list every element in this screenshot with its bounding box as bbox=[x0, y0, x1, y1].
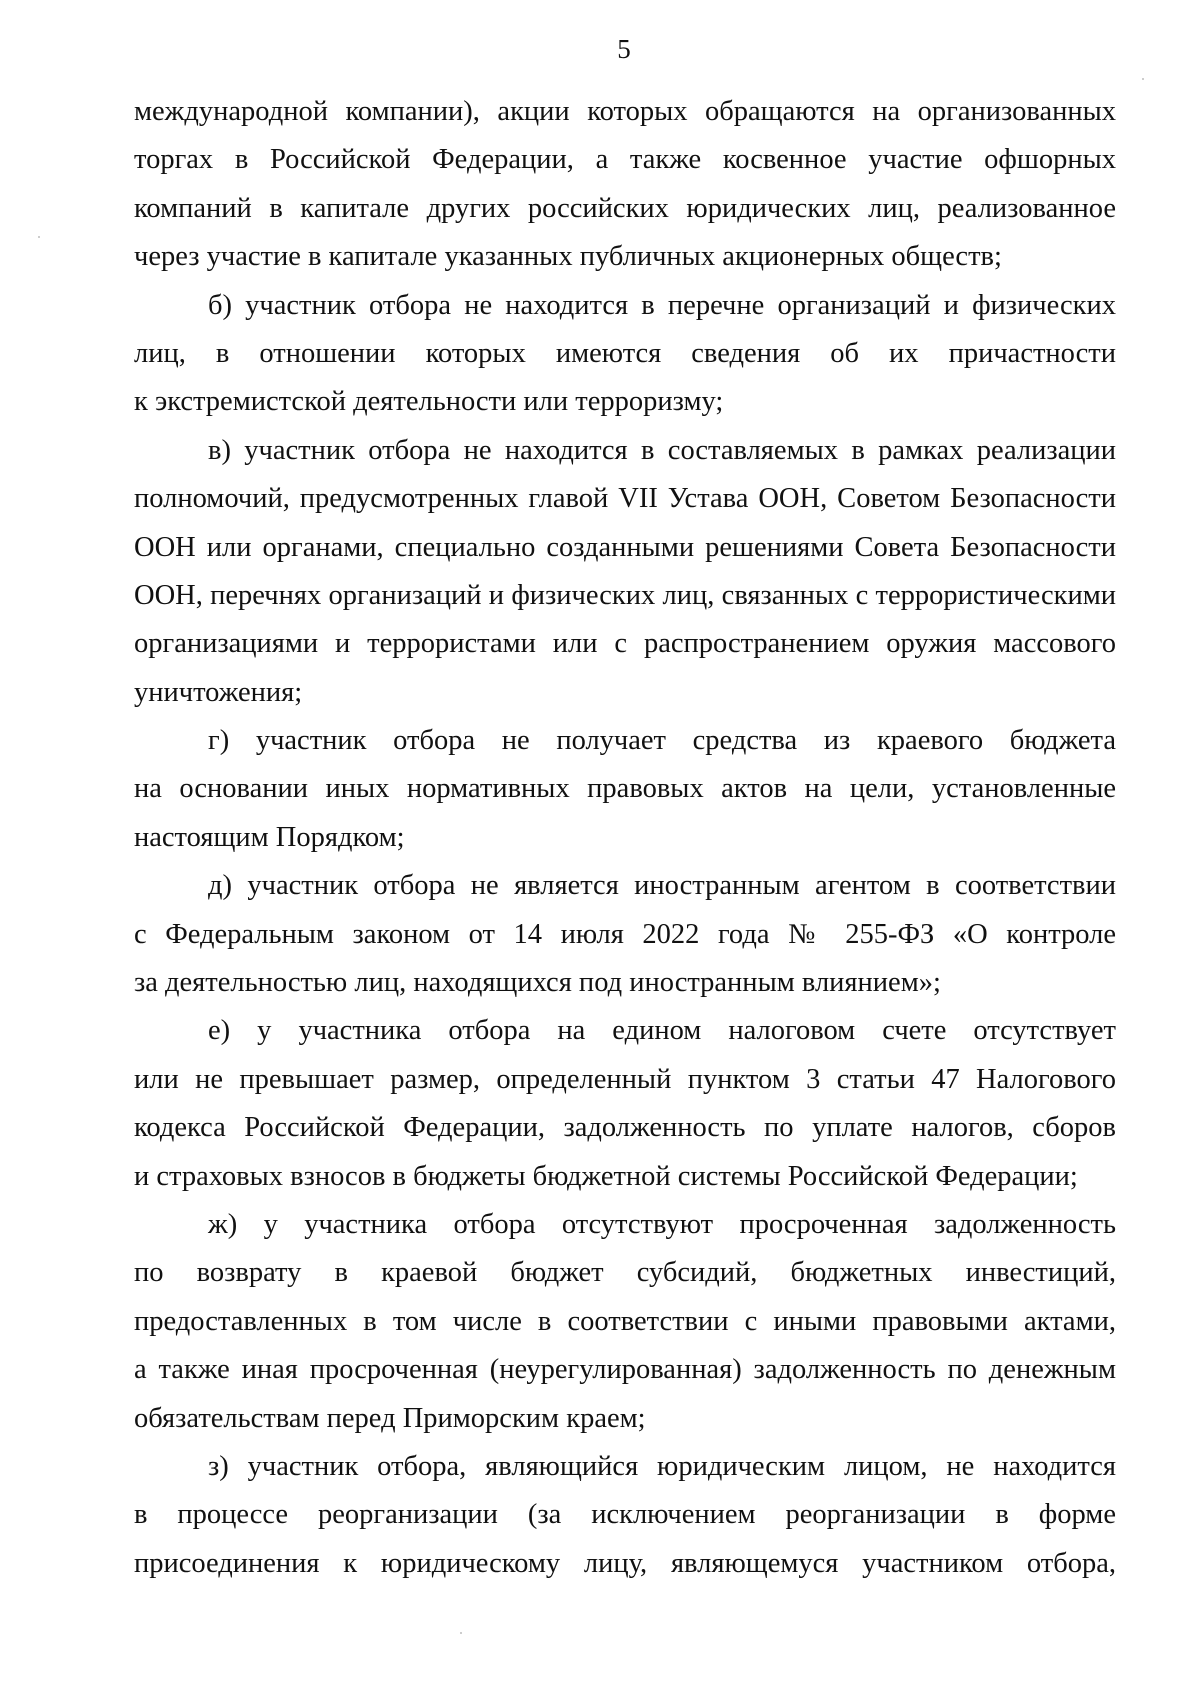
text-line: и страховых взносов в бюджеты бюджетной системы Российской Федерации; bbox=[134, 1160, 1078, 1192]
text-line: по возврату в краевой бюджет субсидий, бюджетных инвестиций, bbox=[134, 1257, 1116, 1289]
document-body bbox=[134, 88, 1116, 1588]
text-line: б) участник отбора не находится в перечне организаций и физических bbox=[208, 289, 1116, 321]
text-line: кодекса Российской Федерации, задолженность по уплате налогов, сборов bbox=[134, 1112, 1116, 1144]
text-line: уничтожения; bbox=[134, 676, 303, 708]
paragraph-item-g bbox=[134, 717, 1116, 862]
text-line: организациями и террористами или с распространением оружия массового bbox=[134, 628, 1116, 660]
scan-speck bbox=[38, 236, 40, 238]
text-line: за деятельностью лиц, находящихся под иностранным влиянием»; bbox=[134, 967, 941, 999]
paragraph-item-zh bbox=[134, 1201, 1116, 1443]
text-line: г) участник отбора не получает средства из краевого бюджета bbox=[208, 725, 1116, 757]
paragraph-item-e bbox=[134, 1007, 1116, 1201]
text-line: или не превышает размер, определенный пунктом 3 статьи 47 Налогового bbox=[134, 1063, 1116, 1095]
paragraph-item-d bbox=[134, 862, 1116, 1007]
text-line: предоставленных в том числе в соответствии с иными правовыми актами, bbox=[134, 1305, 1116, 1337]
text-line: обязательствам перед Приморским краем; bbox=[134, 1402, 646, 1434]
text-line: настоящим Порядком; bbox=[134, 821, 405, 853]
text-line: на основании иных нормативных правовых актов на цели, установленные bbox=[134, 773, 1116, 805]
text-line: к экстремистской деятельности или терроризму; bbox=[134, 386, 724, 418]
text-line: з) участник отбора, являющийся юридическим лицом, не находится bbox=[208, 1450, 1116, 1482]
page-number: 5 bbox=[617, 34, 631, 64]
scan-speck bbox=[1142, 78, 1144, 80]
paragraph-continuation bbox=[134, 88, 1116, 282]
paragraph-item-z bbox=[134, 1443, 1116, 1588]
text-line: присоединения к юридическому лицу, являющемуся участником отбора, bbox=[134, 1547, 1116, 1579]
text-line: с Федеральным законом от 14 июля 2022 года № 255-ФЗ «О контроле bbox=[134, 918, 1116, 950]
text-line: через участие в капитале указанных публичных акционерных обществ; bbox=[134, 241, 1002, 273]
scan-speck bbox=[460, 1632, 462, 1634]
text-line: ООН или органами, специально созданными решениями Совета Безопасности bbox=[134, 531, 1116, 563]
text-line: а также иная просроченная (неурегулированная) задолженность по денежным bbox=[134, 1354, 1116, 1386]
text-line: ж) у участника отбора отсутствуют просроченная задолженность bbox=[208, 1208, 1116, 1240]
text-line: компаний в капитале других российских юридических лиц, реализованное bbox=[134, 192, 1116, 224]
text-line: д) участник отбора не является иностранным агентом в соответствии bbox=[208, 870, 1116, 902]
text-line: полномочий, предусмотренных главой VII Устава ООН, Советом Безопасности bbox=[134, 483, 1116, 515]
text-line: торгах в Российской Федерации, а также косвенное участие офшорных bbox=[134, 144, 1116, 176]
text-line: в) участник отбора не находится в составляемых в рамках реализации bbox=[208, 434, 1116, 466]
text-line: ООН, перечнях организаций и физических лиц, связанных с террористическими bbox=[134, 579, 1116, 611]
text-line: е) у участника отбора на едином налоговом счете отсутствует bbox=[208, 1015, 1116, 1047]
text-line: международной компании), акции которых обращаются на организованных bbox=[134, 96, 1116, 127]
text-line: в процессе реорганизации (за исключением реорганизации в форме bbox=[134, 1499, 1116, 1531]
paragraph-item-b bbox=[134, 282, 1116, 427]
paragraph-item-v bbox=[134, 427, 1116, 717]
text-line: лиц, в отношении которых имеются сведения об их причастности bbox=[134, 337, 1116, 369]
